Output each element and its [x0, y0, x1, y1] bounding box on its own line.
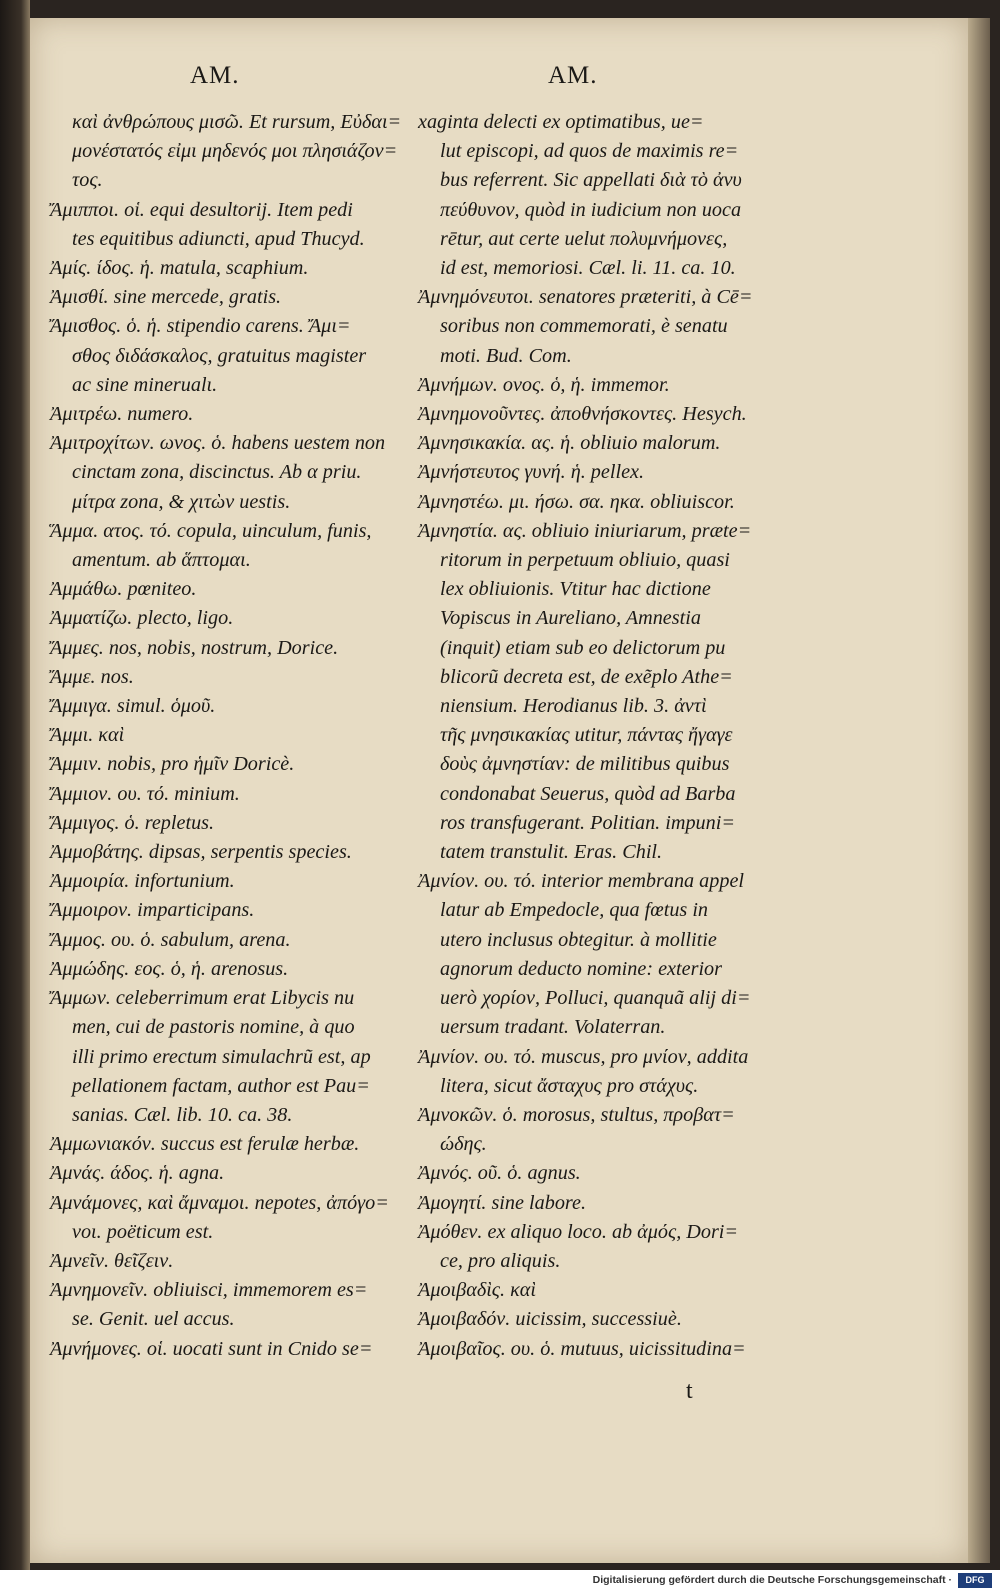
right-column: [418, 108, 803, 1364]
text-line: σθος διδάσκαλος, gratuitus magister: [72, 344, 367, 367]
text-line: Ἀμνηστία. ας. obliuio iniuriarum, præte=: [418, 519, 752, 542]
text-line: tes equitibus adiuncti, apud Thucyd.: [72, 227, 365, 250]
text-line: Ἄμμι. καὶ: [50, 724, 125, 747]
text-line: Ἀμίς. ίδος. ἡ. matula, scaphium.: [50, 257, 309, 280]
text-line: Ἀμμοβάτης. dipsas, serpentis species.: [50, 841, 352, 864]
text-line: amentum. ab ἅπτομαι.: [72, 549, 251, 572]
text-line: Ἀμνηστέω. μι. ήσω. σα. ηκα. obliuiscor.: [418, 490, 735, 513]
text-line: niensium. Herodianus lib. 3. ἀντὶ: [440, 695, 707, 718]
text-line: καὶ ἀνθρώπους μισῶ. Et rursum, Εὐδαι=: [72, 111, 402, 133]
text-line: lut episcopi, ad quos de maximis re=: [440, 140, 739, 163]
text-line: agnorum deducto nomine: exterior: [440, 957, 723, 980]
text-line: uerò χορίον, Polluci, quanquã alij di=: [440, 987, 751, 1010]
text-line: νοι. poëticum est.: [72, 1220, 214, 1243]
text-line: pellationem factam, author est Pau=: [72, 1074, 370, 1097]
text-line: (inquit) etiam sub eo delictorum pu: [440, 636, 726, 659]
text-line: Ἀμμωνιακόν. succus est ferulæ herbæ.: [50, 1133, 360, 1156]
text-line: Ἀμνημονεῖν. obliuisci, immemorem es=: [50, 1279, 368, 1302]
running-head-left: AM.: [190, 62, 240, 89]
text-line: δοὺς ἀμνηστίαν: de militibus quibus: [440, 753, 730, 776]
text-line: id est, memoriosi. Cæl. li. 11. ca. 10.: [440, 257, 736, 280]
text-line: men, cui de pastoris nomine, à quo: [72, 1016, 355, 1039]
text-line: Ἄμμες. nos, nobis, nostrum, Dorice.: [50, 636, 339, 659]
dfg-logo-icon: DFG: [958, 1573, 992, 1588]
text-line: Ἄμμοιρον. imparticipans.: [50, 899, 255, 922]
text-line: Ἄμιπποι. οἱ. equi desultorij. Item pedi: [50, 198, 353, 221]
text-line: Ἀμοιβαῖος. ου. ὁ. mutuus, uicissitudina=: [418, 1337, 746, 1360]
text-line: Ἀμοιβαδὶς. καὶ: [418, 1279, 536, 1302]
running-head-right: AM.: [548, 62, 598, 89]
text-line: Ἀμνήμονες. οἱ. uocati sunt in Cnido se=: [50, 1337, 373, 1360]
text-line: Ἀμματίζω. plecto, ligo.: [50, 607, 234, 630]
footer-bar: [0, 1570, 1000, 1592]
text-line: Ἄμμε. nos.: [50, 665, 134, 688]
text-line: Ἀμμάθω. pœniteo.: [50, 578, 197, 601]
text-line: cinctam zona, discinctus. Ab α priu.: [72, 461, 362, 484]
text-line: Ἀμνοκῶν. ὁ. morosus, stultus, προβατ=: [418, 1103, 735, 1126]
text-line: lex obliuionis. Vtitur hac dictione: [440, 578, 711, 601]
text-line: Ἀμνίον. ου. τό. interior membrana appel: [418, 870, 745, 893]
text-line: latur ab Empedocle, qua fœtus in: [440, 899, 709, 922]
text-line: Ἀμνάμονες, καὶ ἄμναμοι. nepotes, ἀπόγο=: [50, 1191, 389, 1214]
text-line: Ἀμνίον. ου. τό. muscus, pro μνίον, addita: [418, 1045, 749, 1068]
text-line: Ἀμιτροχίτων. ωνος. ὁ. habens uestem non: [50, 432, 386, 455]
text-line: Ἀμνήμων. ονος. ὁ, ἡ. immemor.: [418, 373, 670, 396]
text-line: Ἀμμοιρία. infortunium.: [50, 870, 235, 893]
footer-credit: Digitalisierung gefördert durch die Deutsche Forschungsgemeinschaft ·: [592, 1574, 952, 1586]
text-line: Ἀμόθεν. ex aliquo loco. ab ἀμός, Dori=: [418, 1220, 739, 1243]
text-line: ritorum in perpetuum obliuio, quasi: [440, 549, 730, 572]
text-line: ros transfugerant. Politian. impuni=: [440, 811, 735, 834]
text-line: Ἀμογητί. sine labore.: [418, 1191, 587, 1214]
left-column: [50, 108, 435, 1364]
text-line: Ἀμνάς. άδος. ἡ. agna.: [50, 1162, 225, 1185]
text-line: ce, pro aliquis.: [440, 1249, 561, 1272]
text-line: Ἄμμων. celeberrimum erat Libycis nu: [50, 987, 355, 1010]
text-line: Ἀμοιβαδόν. uicissim, successiuè.: [418, 1308, 682, 1331]
text-line: blicorũ decreta est, de exẽplo Athe=: [440, 665, 733, 688]
signature-mark: t: [686, 1378, 693, 1404]
text-line: Ἀμνημονοῦντες. ἀποθνήσκοντες. Hesych.: [418, 403, 747, 426]
text-line: τῆς μνησικακίας utitur, πάντας ἤγαγε: [440, 724, 733, 747]
text-line: μίτρα zona, & χιτὼν uestis.: [72, 490, 291, 513]
text-line: Ἀμνήστευτος γυνή. ἡ. pellex.: [418, 461, 645, 484]
text-line: ώδης.: [440, 1133, 487, 1156]
text-line: Ἀμνεῖν. θεῖζειν.: [50, 1249, 174, 1272]
text-line: rētur, aut certe uelut πολυμνήμονες,: [440, 227, 728, 250]
text-line: uersum tradant. Volaterran.: [440, 1016, 666, 1039]
text-line: Ἅμμα. ατος. τό. copula, uinculum, funis,: [50, 519, 372, 542]
text-line: Ἄμισθος. ὁ. ἡ. stipendio carens. Ἄμι=: [50, 315, 351, 338]
text-line: πεύθυνον, quòd in iudicium non uoca: [440, 198, 742, 221]
text-line: Ἄμμιγος. ὁ. repletus.: [50, 811, 215, 834]
text-line: moti. Bud. Com.: [440, 344, 572, 367]
text-line: Ἀμμώδης. εος. ὁ, ἡ. arenosus.: [50, 957, 289, 980]
book-gutter: [0, 0, 30, 1570]
text-line: Ἄμμιν. nobis, pro ἡμῖν Doricè.: [50, 753, 295, 776]
text-line: Ἀμνησικακία. ας. ἡ. obliuio malorum.: [418, 432, 721, 455]
page-edge: [968, 18, 990, 1563]
text-line: soribus non commemorati, è senatu: [440, 315, 728, 338]
text-line: utero inclusus obtegitur. à mollitie: [440, 928, 717, 951]
text-line: Ἄμμος. ου. ὁ. sabulum, arena.: [50, 928, 291, 951]
text-line: Vopiscus in Aureliano, Amnestia: [440, 607, 701, 630]
text-line: xaginta delecti ex optimatibus, ue=: [418, 111, 704, 133]
text-line: Ἄμμιγα. simul. ὁμοῦ.: [50, 695, 216, 718]
text-line: Ἀμνός. οῦ. ὁ. agnus.: [418, 1162, 581, 1185]
text-line: Ἀμισθί. sine mercede, gratis.: [50, 286, 282, 309]
text-line: bus referrent. Sic appellati διὰ τὸ ἀνυ: [440, 169, 742, 192]
text-line: condonabat Seuerus, quòd ad Barba: [440, 782, 736, 805]
text-line: tatem transtulit. Eras. Chil.: [440, 841, 663, 864]
text-line: se. Genit. uel accus.: [72, 1308, 235, 1331]
text-line: τος.: [72, 169, 103, 192]
text-line: ac sine minerualι.: [72, 373, 218, 396]
text-line: Ἀμιτρέω. numero.: [50, 403, 194, 426]
text-line: μονέστατός εἰμι μηδενός μοι πλησιάζον=: [72, 140, 398, 163]
text-line: Ἄμμιον. ου. τό. minium.: [50, 782, 240, 805]
text-line: illi primo erectum simulachrũ est, ap: [72, 1045, 371, 1068]
text-line: sanias. Cæl. lib. 10. ca. 38.: [72, 1103, 293, 1126]
text-line: litera, sicut ἄσταχυς pro στάχυς.: [440, 1074, 699, 1097]
text-line: Ἀμνημόνευτοι. senatores præteriti, à Cē=: [418, 286, 753, 309]
